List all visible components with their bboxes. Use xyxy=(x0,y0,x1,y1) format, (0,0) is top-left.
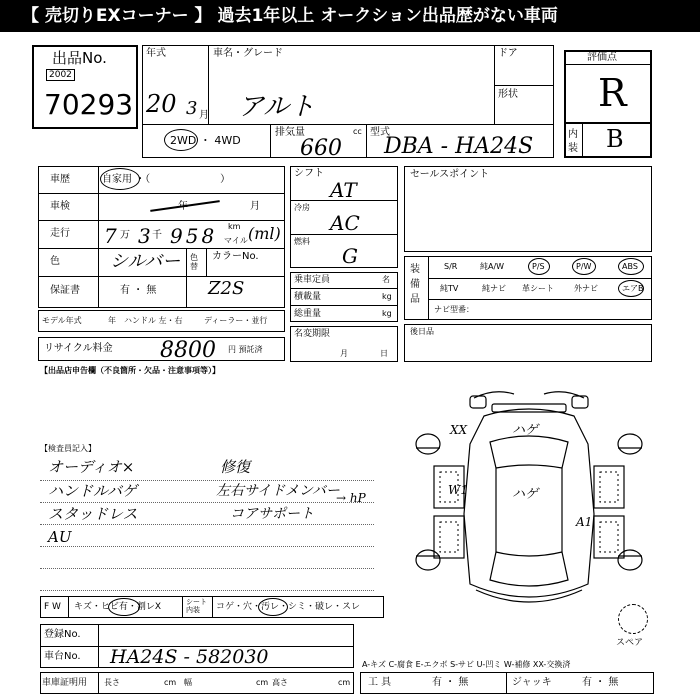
mileage-rest: 958 xyxy=(170,224,218,248)
spare-tire-icon xyxy=(618,604,648,634)
post-install-label: 後日品 xyxy=(410,327,434,336)
circle-pw xyxy=(572,258,596,275)
equip-tv: 純TV xyxy=(440,284,459,293)
post-install-box xyxy=(404,324,652,362)
car-diagram xyxy=(404,384,654,624)
chassis-label: 車台No. xyxy=(44,651,81,662)
tools-label: 工 具 xyxy=(368,677,392,688)
sales-point-label: セールスポイント xyxy=(410,169,490,180)
report-label: 【出品店申告欄（不良箇所・欠品・注意事項等）】 xyxy=(40,366,220,375)
recycle-label: リサイクル料金 xyxy=(44,343,113,354)
model-year-unit: 年 xyxy=(108,316,116,325)
mark-xx: XX xyxy=(450,423,468,437)
width-label: 幅 xyxy=(184,678,192,687)
equip-ext-navi: 外ナビ xyxy=(574,284,598,293)
length-label: 長さ xyxy=(104,678,120,687)
seat-label: シート内装 xyxy=(186,598,207,614)
history-value: 自家用 ・（ ） xyxy=(102,174,231,185)
width-unit: cm xyxy=(256,678,269,687)
inspection-year: 年 xyxy=(178,201,188,212)
color-change-label: 色替 xyxy=(190,253,198,271)
mileage-sen: 3 xyxy=(138,224,151,248)
gross-label: 総重量 xyxy=(294,309,322,319)
load-unit: kg xyxy=(382,292,392,301)
note-studless: スタッドレス xyxy=(48,505,138,523)
seat-items: コゲ・穴・汚レ・シミ・破レ・スレ xyxy=(216,602,361,612)
mileage-km: km xyxy=(228,222,241,231)
note-repair: 修復 xyxy=(220,458,251,476)
jack-value: 有 ・ 無 xyxy=(582,677,619,688)
shift-value: AT xyxy=(330,178,357,202)
banner: 【 売切りEXコーナー 】 過去1年以上 オークション出品歴がない車両 xyxy=(0,0,700,32)
warranty-label: 保証書 xyxy=(50,285,80,296)
ac-value: AC xyxy=(330,211,360,235)
score-value: R xyxy=(598,71,627,115)
note-au: AU xyxy=(48,528,72,546)
year-label: 年式 xyxy=(146,48,166,59)
equipment-label: 装備品 xyxy=(410,264,420,305)
recycle-value: 8800 xyxy=(160,338,216,363)
drive-value: 2WD ・ 4WD xyxy=(170,134,241,147)
lot-label: 出品No. xyxy=(52,49,107,67)
mark-w1: W1 xyxy=(448,483,468,497)
warranty-value: 有 ・ 無 xyxy=(120,285,157,296)
inspector-label: 【検査員記入】 xyxy=(40,444,96,453)
height-unit: cm xyxy=(338,678,351,687)
history-circle xyxy=(100,168,140,190)
mileage-paren: (ml) xyxy=(248,224,281,243)
damage-legend: A-キズ C-腐食 E-エクボ S-サビ U-凹ミ W-補修 XX-交換済 xyxy=(362,660,571,669)
drive-circle xyxy=(164,129,198,151)
note-handle: ハンドルバゲ xyxy=(48,482,137,500)
model-label: 型式 xyxy=(370,127,390,138)
month-value: 3 xyxy=(186,98,198,119)
year-value: 20 xyxy=(146,90,177,118)
score-label: 評価点 xyxy=(587,52,617,63)
navi-label: ナビ型番： xyxy=(434,305,474,314)
mileage-mile: マイル xyxy=(224,236,248,245)
circle-fw-crack xyxy=(108,598,140,616)
color-no-label: カラーNo. xyxy=(212,251,259,262)
model-year-label: モデル年式 xyxy=(42,316,82,325)
note-audio: オーディオ× xyxy=(48,458,135,476)
lot-year: 2002 xyxy=(46,69,75,81)
displacement-value: 660 xyxy=(300,136,342,161)
circle-seat-dirt xyxy=(258,598,288,616)
shift-label: シフト xyxy=(294,168,324,179)
model-value: DBA - HA24S xyxy=(384,134,534,159)
equip-airbag: エアB xyxy=(622,284,644,293)
fuel-label: 燃料 xyxy=(294,237,310,246)
equip-abs: ABS xyxy=(622,262,638,271)
lot-number: 70293 xyxy=(44,88,134,121)
circle-ps xyxy=(528,258,550,275)
equip-leather: 革シート xyxy=(522,284,554,293)
load-label: 積載量 xyxy=(294,292,322,302)
cert-label: 車庫証明用 xyxy=(42,678,88,688)
equip-ps: P/S xyxy=(532,262,545,271)
dealer-label: ディーラー・並行 xyxy=(204,316,268,325)
ac-label: 冷房 xyxy=(294,203,310,212)
color-value: シルバー xyxy=(110,251,181,272)
equip-sr: S/R xyxy=(444,262,458,271)
name-label: 車名・グレード xyxy=(213,48,283,59)
shape-label: 形状 xyxy=(498,89,518,100)
history-label: 車歴 xyxy=(50,174,70,185)
fw-label: F W xyxy=(44,602,61,612)
length-unit: cm xyxy=(164,678,177,687)
reg-change-day: 日 xyxy=(380,349,388,358)
equip-navi: 純ナビ xyxy=(482,284,506,293)
handle-label: ハンドル 左・右 xyxy=(124,316,183,325)
jack-label: ジャッキ xyxy=(512,677,552,688)
inspection-month: 月 xyxy=(250,201,260,212)
gross-unit: kg xyxy=(382,309,392,318)
capacity-unit: 名 xyxy=(382,275,390,284)
interior-value: B xyxy=(606,125,624,153)
height-label: 高さ xyxy=(272,678,288,687)
equip-pw: P/W xyxy=(576,262,592,271)
fw-items: キズ・ヒビ有・割レX xyxy=(74,602,161,612)
reg-no-label: 登録No. xyxy=(44,629,81,640)
circle-abs xyxy=(618,258,644,275)
name-value: アルト xyxy=(238,92,315,122)
month-unit: 月 xyxy=(199,110,209,121)
recycle-unit: 円 預託済 xyxy=(228,345,263,354)
displacement-label: 排気量 xyxy=(275,127,305,138)
mileage-man: 7 xyxy=(104,224,117,248)
reg-change-month: 月 xyxy=(340,349,348,358)
fuel-value: G xyxy=(342,244,358,268)
chassis-value: HA24S - 582030 xyxy=(110,646,269,668)
inspection-label: 車検 xyxy=(50,201,70,212)
circle-airbag xyxy=(618,280,644,297)
interior-label: 内装 xyxy=(568,129,578,154)
mileage-sen-unit: 千 xyxy=(152,230,162,241)
note-core-support: コアサポート xyxy=(230,506,314,522)
note-mark: → hP xyxy=(336,491,366,505)
tools-value: 有 ・ 無 xyxy=(432,677,469,688)
mark-a1: A1 xyxy=(576,515,593,529)
reg-change-label: 名変期限 xyxy=(294,329,331,339)
equip-aw: 純A/W xyxy=(480,262,505,271)
color-no-value: Z2S xyxy=(208,278,245,299)
spare-label: スペア xyxy=(616,638,644,648)
mark-center: ハゲ xyxy=(512,487,539,502)
mileage-label: 走行 xyxy=(50,228,70,239)
capacity-label: 乗車定員 xyxy=(294,275,331,285)
mark-top: ハゲ xyxy=(512,423,539,438)
mileage-man-unit: 万 xyxy=(120,230,130,241)
door-label: ドア xyxy=(498,48,518,59)
color-label: 色 xyxy=(50,256,60,267)
displacement-unit: cc xyxy=(353,127,362,136)
note-side-member: 左右サイドメンバー xyxy=(216,483,340,499)
cert-box xyxy=(40,672,354,694)
